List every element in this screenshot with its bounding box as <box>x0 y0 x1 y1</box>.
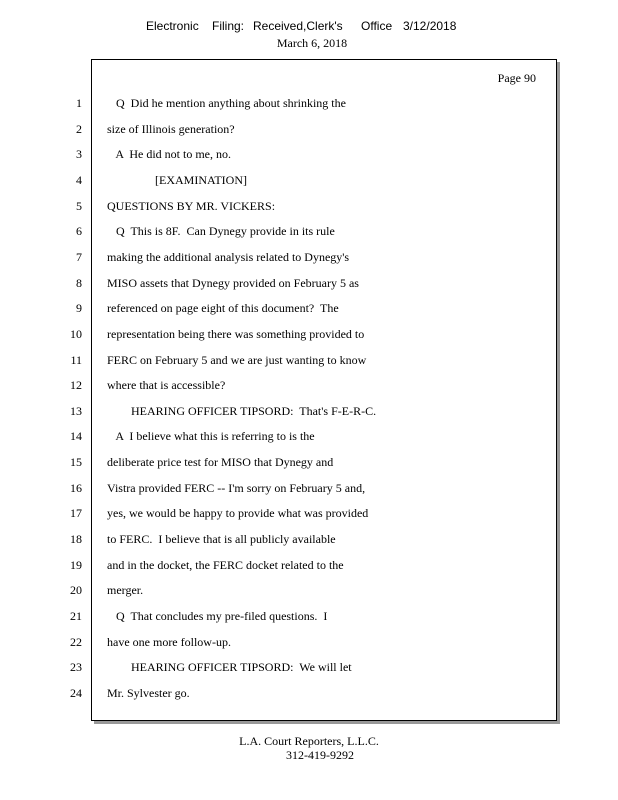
filing-header-word: Office <box>361 19 393 33</box>
transcript-line: deliberate price test for MISO that Dynegy and <box>107 455 334 469</box>
line-number: 23 <box>70 660 82 674</box>
transcript-line: to FERC. I believe that is all publicly available <box>107 532 336 546</box>
court-reporter-phone: 312-419-9292 <box>286 748 354 762</box>
transcript-line: A I believe what this is referring to is the <box>107 429 315 443</box>
transcript-line: representation being there was something provided to <box>107 327 365 341</box>
line-number: 7 <box>76 250 82 264</box>
transcript-line: where that is accessible? <box>107 378 226 392</box>
line-number: 9 <box>76 301 82 315</box>
filing-header-word: Received,Clerk's <box>253 19 343 33</box>
line-number: 16 <box>70 481 82 495</box>
line-number: 6 <box>76 224 82 238</box>
line-number: 24 <box>70 686 82 700</box>
line-number: 3 <box>76 147 82 161</box>
line-number: 20 <box>70 583 82 597</box>
line-number: 10 <box>70 327 82 341</box>
line-number: 5 <box>76 199 82 213</box>
transcript-line: HEARING OFFICER TIPSORD: We will let <box>107 660 352 674</box>
line-number: 18 <box>70 532 82 546</box>
transcript-line: have one more follow-up. <box>107 635 231 649</box>
transcript-line: Q Did he mention anything about shrinking the <box>107 96 346 110</box>
transcript-line: A He did not to me, no. <box>107 147 231 161</box>
line-number: 15 <box>70 455 82 469</box>
transcript-line: Q That concludes my pre-filed questions. I <box>107 609 328 623</box>
transcript-line: MISO assets that Dynegy provided on February 5 as <box>107 276 359 290</box>
line-number: 11 <box>70 353 82 367</box>
line-number: 1 <box>76 96 82 110</box>
filing-header-word: Electronic <box>146 19 199 33</box>
filing-header-word: Filing: <box>212 19 245 33</box>
electronic-filing-header <box>0 19 618 37</box>
court-reporter-name: L.A. Court Reporters, L.L.C. <box>239 734 379 748</box>
transcript-line: merger. <box>107 583 144 597</box>
line-number: 8 <box>76 276 82 290</box>
transcript-line: yes, we would be happy to provide what was provided <box>107 506 369 520</box>
transcript-line: size of Illinois generation? <box>107 122 235 136</box>
transcript-line: Mr. Sylvester go. <box>107 686 190 700</box>
line-number: 13 <box>70 404 82 418</box>
transcript-line: HEARING OFFICER TIPSORD: That's F-E-R-C. <box>107 404 377 418</box>
line-number: 22 <box>70 635 82 649</box>
transcript-line: referenced on page eight of this document? The <box>107 301 339 315</box>
line-number: 4 <box>76 173 82 187</box>
filing-header-date: 3/12/2018 <box>403 19 457 33</box>
page-number: Page 90 <box>497 71 536 85</box>
line-number: 14 <box>70 429 82 443</box>
line-number: 21 <box>70 609 82 623</box>
transcript-line: making the additional analysis related to Dynegy's <box>107 250 350 264</box>
line-number: 17 <box>70 506 82 520</box>
transcript-line: QUESTIONS BY MR. VICKERS: <box>107 199 276 213</box>
transcript-line: FERC on February 5 and we are just wanting to know <box>107 353 367 367</box>
line-number: 12 <box>70 378 82 392</box>
transcript-line: [EXAMINATION] <box>107 173 247 187</box>
transcript-line: and in the docket, the FERC docket related to the <box>107 558 344 572</box>
transcript-line: Q This is 8F. Can Dynegy provide in its rule <box>107 224 335 238</box>
line-number: 2 <box>76 122 82 136</box>
hearing-date: March 6, 2018 <box>276 36 348 50</box>
transcript-line: Vistra provided FERC -- I'm sorry on February 5 and, <box>107 481 366 495</box>
line-number: 19 <box>70 558 82 572</box>
